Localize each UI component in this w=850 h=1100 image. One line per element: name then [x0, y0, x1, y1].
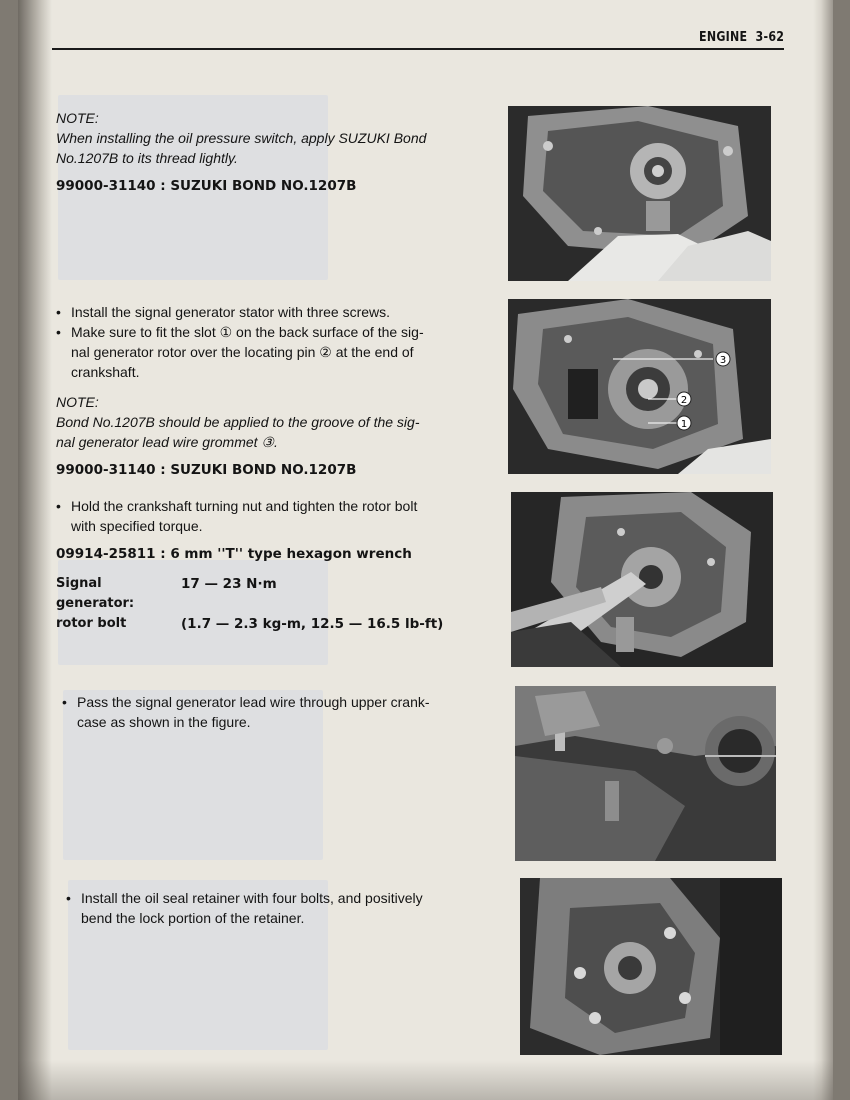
part-number: 99000-31140 : SUZUKI BOND NO.1207B — [56, 178, 357, 194]
page-header — [52, 30, 784, 50]
note-label: NOTE: — [56, 110, 99, 126]
part-number: 99000-31140 : SUZUKI BOND NO.1207B — [56, 462, 357, 478]
instruction-bullet — [62, 692, 507, 732]
binding-shadow — [18, 0, 52, 1100]
header-title — [699, 30, 784, 45]
special-tool: 09914-25811 : 6 mm ''T'' type hexagon wrench — [56, 546, 412, 562]
instruction-bullet — [66, 888, 511, 928]
note-text: No.1207B to its thread lightly. — [56, 150, 238, 166]
torque-spec — [56, 574, 501, 634]
step-oil-pressure-switch — [56, 108, 501, 196]
instruction-text: bend the lock portion of the retainer. — [81, 910, 305, 926]
note-text: Bond No.1207B should be applied to the groove of the sig- — [56, 414, 420, 430]
instruction-text: crankshaft. — [71, 364, 140, 380]
spec-label: rotor bolt — [56, 616, 127, 631]
step-lead-wire — [62, 692, 507, 732]
page-shadow — [18, 1060, 833, 1100]
spec-value: (1.7 — 2.3 kg-m, 12.5 — 16.5 lb-ft) — [181, 616, 444, 632]
instruction-bullet — [56, 496, 501, 536]
note-text: When installing the oil pressure switch, apply SUZUKI Bond — [56, 130, 427, 146]
note-label: NOTE: — [56, 394, 99, 410]
photo-oil-seal-retainer — [520, 878, 782, 1055]
instruction-text: nal generator rotor over the locating pin ② at the end of — [71, 344, 414, 360]
photo-rotor-bolt — [511, 492, 773, 667]
callout-1: 1 — [680, 419, 688, 430]
instruction-bullet — [56, 322, 501, 382]
step-rotor-bolt — [56, 496, 501, 634]
instruction-text: Pass the signal generator lead wire through upper crank- — [77, 694, 430, 710]
callout-3: 3 — [719, 355, 727, 366]
spec-value: 17 — 23 N·m — [181, 576, 277, 592]
section-name: ENGINE — [698, 30, 748, 45]
instruction-bullet — [56, 302, 501, 322]
step-signal-generator-stator — [56, 302, 501, 480]
photo-oil-pressure-switch — [508, 106, 771, 281]
instruction-text: with specified torque. — [71, 518, 203, 534]
note-text: nal generator lead wire grommet ③. — [56, 434, 278, 450]
step-oil-seal-retainer — [66, 888, 511, 928]
spec-label: Signal generator: — [56, 576, 135, 611]
page-number: 3-62 — [755, 30, 784, 45]
photo-signal-generator — [508, 299, 771, 474]
instruction-text: case as shown in the figure. — [77, 714, 251, 730]
page-edge — [813, 0, 833, 1100]
instruction-text: Hold the crankshaft turning nut and tighten the rotor bolt — [71, 498, 418, 514]
photo-upper-crankcase — [515, 686, 776, 861]
instruction-text: Make sure to fit the slot ① on the back surface of the sig- — [71, 324, 424, 340]
manual-page — [18, 0, 833, 1100]
instruction-text: Install the signal generator stator with three screws. — [71, 304, 391, 320]
instruction-text: Install the oil seal retainer with four bolts, and positively — [81, 890, 423, 906]
header-rule — [52, 48, 784, 50]
callout-2: 2 — [680, 395, 688, 406]
